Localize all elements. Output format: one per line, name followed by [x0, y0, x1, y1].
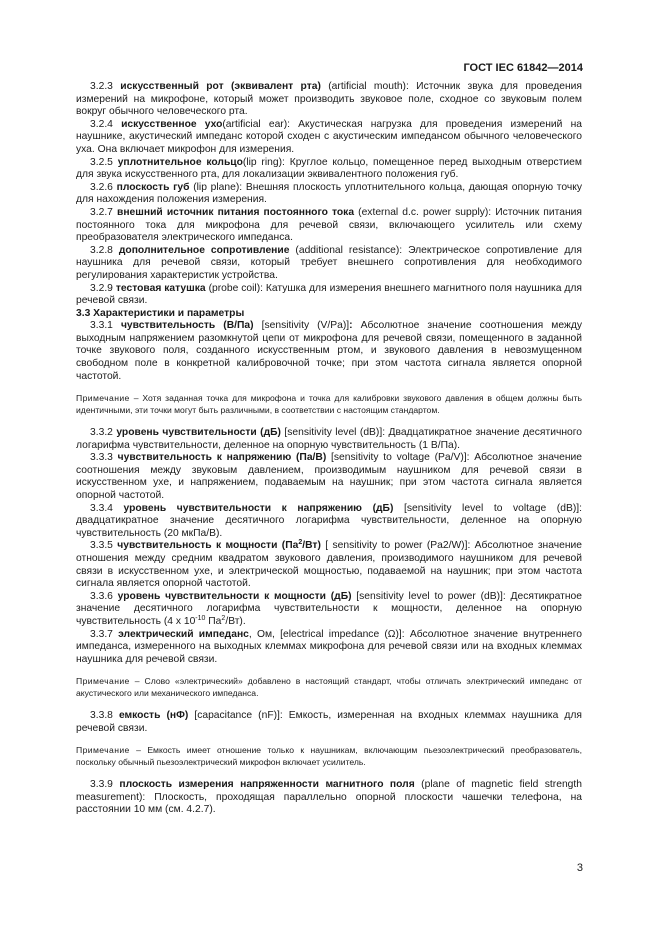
term-part: чувствительность к мощности (Па	[117, 540, 299, 552]
term: плоскость губ	[116, 181, 190, 193]
definition-text: [sensitivity to voltage (Pa/V)]: Абсолютное значение соотношения между звуковым давлением, производимым наушником для речевой связи в искусственном ухе, и напряжением, подаваемым на наушник; при этом частота сигнала является опорной частотой.	[76, 452, 582, 502]
clause-number: 3.3.3	[90, 452, 113, 464]
definition-text: [capacitance (nF)]: Емкость, измеренная на входных клеммах наушника для речевой связи.	[76, 710, 582, 734]
clause-number: 3.3.6	[90, 590, 113, 602]
clause-number: 3.2.6	[90, 181, 113, 193]
term: емкость (нФ)	[118, 710, 189, 722]
definition-3-2-3	[76, 81, 582, 119]
definition-text: (lip plane): Внешняя плоскость уплотнительного кольца, дающая опорную точку для нахождения положения измерения.	[76, 181, 582, 206]
term: электрический импеданс	[118, 628, 249, 640]
definition-text: [sensitivity level to voltage (dB)]: двадцатикратное значение десятичного логарифма чувствительности, деленное на опорную чувствительность (20 мкПа/В).	[76, 502, 582, 539]
term: тестовая катушка	[115, 282, 206, 294]
definition-3-3-1	[76, 320, 582, 383]
clause-number: 3.3.4	[90, 502, 113, 514]
clause-number: 3.2.9	[90, 282, 113, 294]
term: внешний источник питания постоянного тока	[117, 206, 355, 218]
term: уровень чувствительности к мощности (дБ)	[117, 590, 352, 602]
clause-number: 3.2.8	[90, 244, 113, 256]
superscript: -10	[195, 614, 206, 622]
note-text: – Слово «электрический» добавлено в настоящий стандарт, чтобы отличать электрический импеданс от акустического или механического импеданса.	[76, 676, 582, 698]
definition-text: , Ом, [electrical impedance (Ω)]: Абсолютное значение внутреннего импеданса, измеренного на выходных клеммах микрофона для речевой связи или на входных клеммах наушника для речевой связи.	[76, 628, 582, 665]
definition-text: [ sensitivity to power (Pa2/W)]: Абсолютное значение отношения между средним квадратом звукового давления, производимого наушником для речевой связи в искусственном ухе, и электрической мощностью, подаваемой на наушник; при этом частота сигнала является опорной частотой.	[76, 540, 582, 590]
note-label: Примечание	[76, 745, 130, 756]
definition-text: (lip ring): Круглое кольцо, помещенное перед выходным отверстием для звука искусственного рта, для локализации эквивалентного положения губ.	[76, 156, 582, 181]
term	[117, 540, 321, 551]
definition-text: (external d.c. power supply): Источник питания постоянного тока для микрофона для речевой связи, включающего усилитель или схему преобразователя электрического импеданса.	[76, 206, 582, 244]
clause-number: 3.2.5	[90, 156, 113, 168]
clause-number: 3.2.3	[90, 81, 113, 92]
definition-3-3-9	[76, 779, 582, 817]
definition-3-2-5	[76, 157, 582, 182]
definition-3-3-3	[76, 452, 582, 502]
definition-3-2-8	[76, 245, 582, 283]
term: дополнительное сопротивление	[118, 244, 290, 256]
definition-3-2-4	[76, 119, 582, 157]
term: плоскость измерения напряженности магнитного поля	[119, 779, 415, 791]
note-3-3-7	[76, 676, 582, 699]
term: чувствительность к напряжению (Па/В)	[117, 452, 327, 464]
term-english: [sensitivity (V/Pa)]	[253, 320, 350, 332]
note-text: – Хотя заданная точка для микрофона и точка для калибровки звукового давления в общем должны быть идентичными, эти точки могут быть различными, в соответствии с настоящим стандартом.	[76, 393, 582, 415]
definition-3-3-5	[76, 540, 582, 590]
page-number: 3	[576, 862, 583, 874]
definition-text: (probe coil): Катушка для измерения внешнего магнитного поля наушника для речевой связи.	[76, 282, 583, 307]
definition-text: /Вт).	[225, 615, 246, 627]
standard-header: ГОСТ IEC 61842—2014	[463, 62, 583, 74]
clause-number: 3.3.8	[90, 710, 113, 722]
definition-text: [sensitivity level to power (dB)]: Десятикратное значение десятичного логарифма чувствительности к мощности, деленное на опорную чувствительность (4 x 10	[76, 590, 582, 627]
definition-3-2-7	[76, 207, 582, 245]
definition-3-3-2	[76, 427, 582, 452]
clause-number: 3.3.5	[90, 540, 113, 552]
definition-text: (plane of magnetic field strength measurement): Плоскость, проходящая параллельно опорной плоскости чашечки телефона, на расстоянии 10 мм (см. 4.2.7).	[76, 779, 582, 816]
term: чувствительность (В/Па)	[120, 320, 254, 332]
note-3-3-8	[76, 745, 582, 768]
definition-3-3-4	[76, 503, 582, 541]
definition-text: (artificial ear): Акустическая нагрузка для проведения измерений на наушнике, акустический импеданс которой сходен с акустическим импедансом обычного человеческого уха. Она включает микрофон для измерения.	[76, 118, 582, 155]
term-colon: :	[349, 320, 353, 332]
note-3-3-1	[76, 393, 582, 416]
definition-3-2-6	[76, 182, 582, 207]
term: уровень чувствительности (дБ)	[116, 427, 281, 439]
definition-text: (artificial mouth): Источник звука для проведения измерений на микрофоне, который может производить звуковое поле, сходное со звуковым полем вокруг обычного человеческого рта.	[76, 81, 582, 118]
term: уровень чувствительности к напряжению (дБ)	[123, 502, 394, 514]
definition-3-3-8	[76, 710, 582, 735]
clause-number: 3.2.4	[90, 118, 113, 130]
page-content	[76, 81, 582, 817]
definition-3-3-6	[76, 591, 582, 629]
note-label: Примечание	[76, 676, 130, 687]
note-text: – Емкость имеет отношение только к наушникам, включающим пьезоэлектрический преобразователь, поскольку обычный пьезоэлектрический микрофон включает усилитель.	[76, 745, 582, 767]
definition-text: Абсолютное значение соотношения между выходным напряжением разомкнутой цепи от микрофона для речевой связи, помещенного в заданной точке звукового поля, созданного искусственным ртом, и звукового давления в невозмущенном свободном поле в конкретной калибровочной точке; при этом частота сигнала является опорной частотой.	[76, 320, 582, 382]
superscript: 2	[221, 614, 226, 622]
definition-3-3-7	[76, 629, 582, 667]
term: искусственный рот (эквивалент рта)	[120, 81, 321, 92]
superscript: 2	[298, 539, 303, 547]
clause-number: 3.3.2	[90, 427, 113, 439]
note-label: Примечание	[76, 393, 130, 404]
definition-3-2-9	[76, 283, 582, 308]
term: уплотнительное кольцо	[117, 156, 243, 168]
clause-number: 3.2.7	[90, 206, 113, 218]
definition-text: [sensitivity level (dB)]: Двадцатикратное значение десятичного логарифма чувствительности, деленное на опорную чувствительность (1 В/Па).	[76, 427, 582, 451]
clause-number: 3.3.1	[90, 320, 113, 332]
section-heading: 3.3 Характеристики и параметры	[76, 307, 245, 319]
term: искусственное ухо	[121, 118, 223, 130]
clause-number: 3.3.9	[90, 779, 113, 791]
definition-text: Па	[205, 615, 222, 627]
term-part: /Вт)	[302, 540, 321, 552]
clause-number: 3.3.7	[90, 628, 113, 640]
definition-text: (additional resistance): Электрическое сопротивление для наушника для речевой связи, который требует внешнего сопротивления для необходимого регулирования характеристик устройства.	[76, 244, 582, 281]
